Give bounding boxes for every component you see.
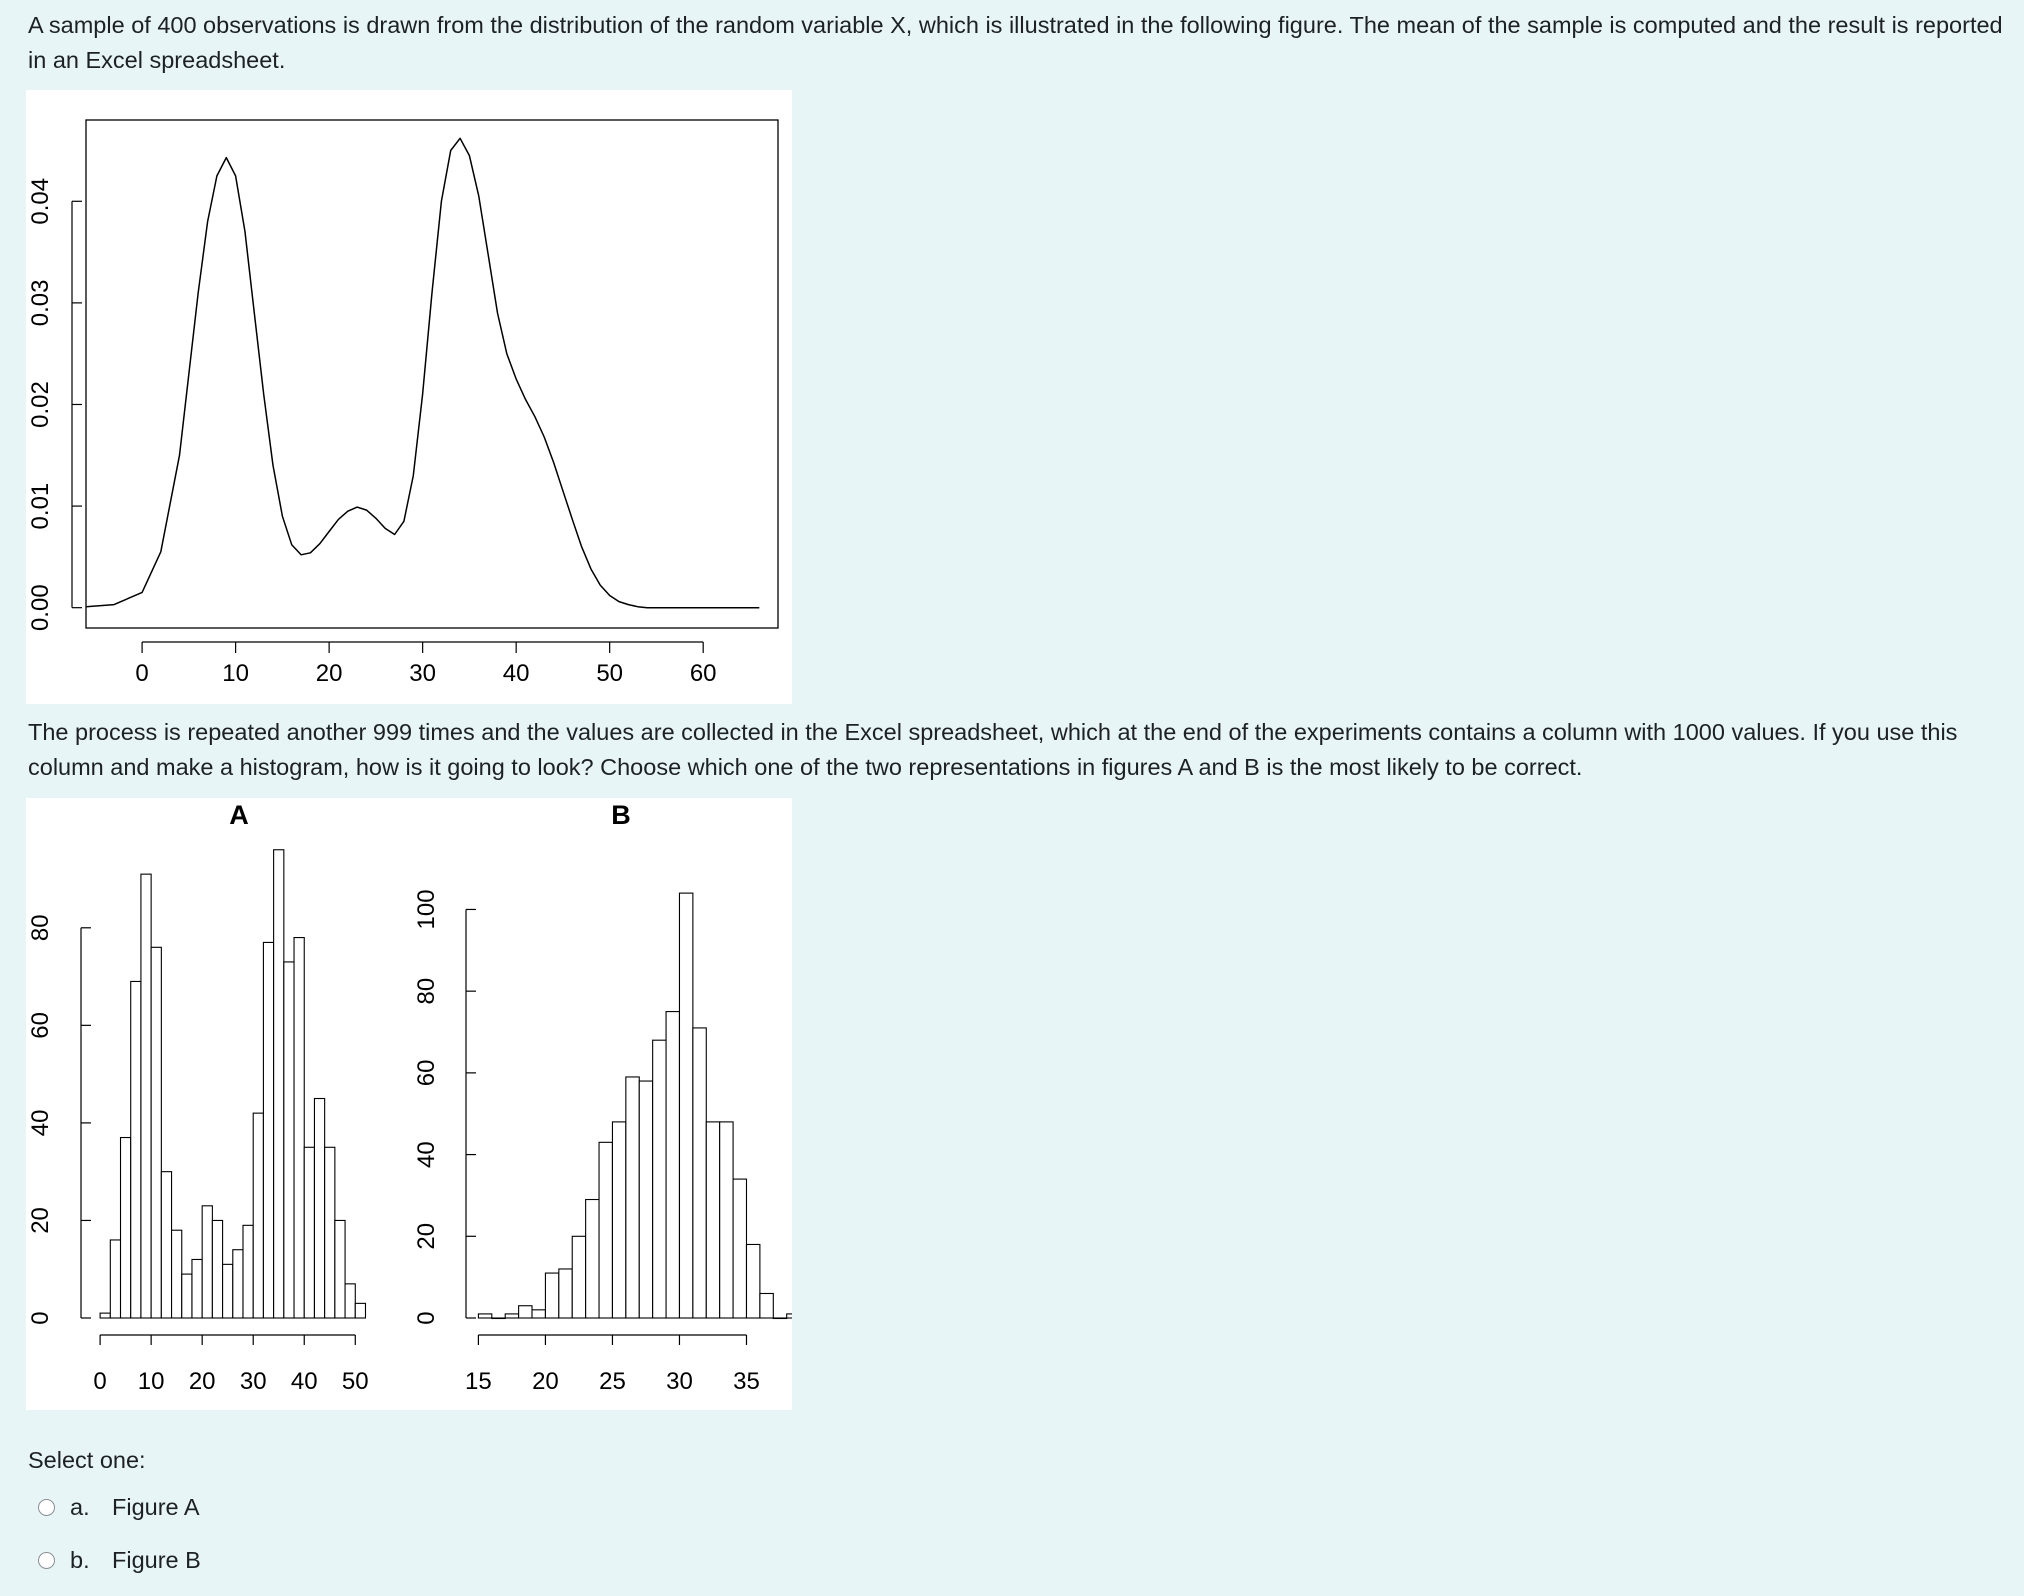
x-tick-label: 50 [596, 660, 624, 687]
histogram-bar [599, 1142, 612, 1318]
figure-title: B [611, 800, 631, 830]
option-label: Figure A [112, 1493, 200, 1520]
y-tick-label: 40 [27, 1109, 54, 1137]
histogram-bar [223, 1264, 233, 1318]
density-figure [26, 90, 792, 704]
x-tick-label: 40 [290, 1368, 318, 1395]
y-tick-label: 0.01 [27, 482, 54, 530]
y-tick-label: 0.03 [27, 279, 54, 327]
histogram-bar [253, 1113, 263, 1318]
question-process-text: The process is repeated another 999 times and the values are collected in the Excel spreadsheet, which at the end of the experiments contains a column with 1000 values. If you use this column and make a histogram, how is it going to look? Choose which one of the two representations in figures A and B is the most likely to be correct. [28, 719, 1958, 780]
histogram-bar [519, 1306, 532, 1318]
y-tick-label: 0.00 [27, 584, 54, 632]
histogram-bar [192, 1259, 202, 1318]
histogram-bar [110, 1240, 120, 1318]
histogram-bar [706, 1122, 719, 1318]
histogram-bar [294, 938, 304, 1318]
histogram-bar [314, 1099, 324, 1318]
histogram-bar [505, 1314, 518, 1318]
y-tick-label: 0.04 [27, 177, 54, 225]
option-a[interactable] [38, 1490, 200, 1524]
density-plot [26, 90, 792, 704]
x-tick-label: 0 [93, 1368, 107, 1395]
question-intro-text: A sample of 400 observations is drawn from the distribution of the random variable X, which is illustrated in the following figure. The mean of the sample is computed and the result is reported in an Excel spreadsheet. [28, 12, 2003, 73]
x-tick-label: 20 [315, 660, 343, 687]
histogram-bar [182, 1274, 192, 1318]
y-tick-label: 80 [413, 977, 440, 1005]
y-tick-label: 0 [27, 1311, 54, 1325]
histogram-bar [693, 1028, 706, 1318]
histogram-bar [545, 1273, 558, 1318]
x-tick-label: 25 [599, 1368, 626, 1395]
y-tick-label: 20 [27, 1207, 54, 1234]
radio-circle-icon[interactable] [38, 1552, 55, 1569]
histogram-bar [325, 1147, 335, 1318]
histogram-bar [274, 850, 284, 1318]
x-tick-label: 15 [465, 1368, 492, 1395]
figure-title: A [229, 800, 249, 830]
histogram-bar [233, 1250, 243, 1318]
histogram-bar [773, 1318, 786, 1319]
histogram-bar [679, 893, 692, 1318]
histogram-bar [653, 1040, 666, 1318]
histogram-bar [304, 1147, 314, 1318]
x-tick-label: 20 [188, 1368, 216, 1395]
histogram-bar [355, 1303, 365, 1318]
y-tick-label: 0 [413, 1311, 440, 1325]
y-tick-label: 100 [413, 889, 440, 930]
histogram-bar [572, 1236, 585, 1318]
x-tick-label: 20 [532, 1368, 559, 1395]
histogram-bar [787, 1314, 792, 1318]
option-label: Figure B [112, 1546, 201, 1573]
option-b[interactable] [38, 1543, 201, 1577]
histogram-bar [746, 1244, 759, 1318]
y-tick-label: 20 [413, 1222, 440, 1250]
select-one-label: Select one: [28, 1447, 146, 1473]
histogram-bar [100, 1313, 110, 1318]
y-tick-label: 60 [27, 1011, 54, 1039]
histogram-bar [284, 962, 294, 1318]
option-letter: b. [70, 1546, 90, 1573]
histogram-figure [26, 798, 792, 1410]
x-tick-label: 10 [137, 1368, 165, 1395]
histogram-bar [559, 1269, 572, 1318]
histogram-bar [720, 1122, 733, 1318]
density-curve [86, 138, 759, 607]
histogram-bar [586, 1200, 599, 1318]
y-tick-label: 40 [413, 1141, 440, 1168]
histogram-bar [121, 1138, 131, 1318]
histogram-bar [733, 1179, 746, 1318]
histogram-bar [532, 1310, 545, 1318]
plot-frame [86, 120, 778, 628]
histogram-bar [478, 1314, 491, 1318]
histograms-plot [26, 798, 792, 1410]
histogram-bar [243, 1225, 253, 1318]
x-tick-label: 40 [502, 660, 530, 687]
y-tick-label: 80 [27, 914, 54, 942]
histogram-bar [131, 981, 141, 1318]
histogram-bar [202, 1206, 212, 1318]
histogram-bar [612, 1122, 625, 1318]
histogram-bar [335, 1220, 345, 1318]
radio-circle-icon[interactable] [38, 1499, 55, 1516]
histogram-bar [263, 942, 273, 1318]
x-tick-label: 30 [239, 1368, 267, 1395]
histogram-bar [760, 1293, 773, 1318]
x-tick-label: 60 [689, 660, 717, 687]
histogram-bar [666, 1012, 679, 1318]
x-tick-label: 30 [409, 660, 437, 687]
option-letter: a. [70, 1493, 90, 1520]
histogram-bar [492, 1318, 505, 1319]
histogram-bar [141, 874, 151, 1318]
histogram-bar [345, 1284, 355, 1318]
x-tick-label: 35 [733, 1368, 760, 1395]
x-tick-label: 30 [666, 1368, 693, 1395]
y-tick-label: 60 [413, 1059, 440, 1087]
histogram-bar [212, 1220, 222, 1318]
histogram-bar [172, 1230, 182, 1318]
histogram-bar [639, 1081, 652, 1318]
x-tick-label: 50 [341, 1368, 369, 1395]
y-tick-label: 0.02 [27, 381, 54, 428]
histogram-bar [626, 1077, 639, 1318]
x-tick-label: 10 [222, 660, 249, 687]
histogram-bar [151, 947, 161, 1318]
x-tick-label: 0 [135, 660, 149, 687]
histogram-bar [161, 1172, 171, 1318]
